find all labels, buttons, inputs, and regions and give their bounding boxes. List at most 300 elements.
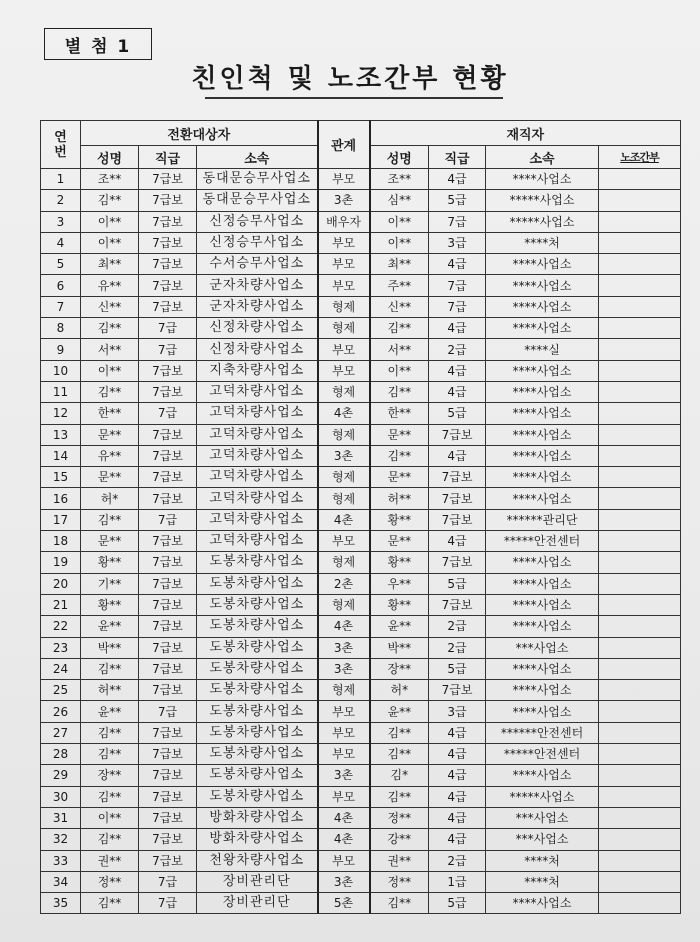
union-officer — [599, 680, 681, 701]
transfer-dept: 수서승무사업소 — [197, 254, 318, 275]
employee-dept: ****사업소 — [486, 275, 599, 296]
employee-rank: 3급 — [429, 701, 486, 722]
union-officer — [599, 871, 681, 892]
transfer-dept: 도봉차량사업소 — [197, 786, 318, 807]
employee-dept: ****사업소 — [486, 360, 599, 381]
employee-dept: ****사업소 — [486, 467, 599, 488]
employee-dept: ****사업소 — [486, 616, 599, 637]
row-number: 29 — [41, 765, 81, 786]
employee-name: 심** — [370, 190, 429, 211]
employee-rank: 7급보 — [429, 594, 486, 615]
union-officer — [599, 765, 681, 786]
table-row — [41, 275, 681, 296]
employee-rank: 5급 — [429, 573, 486, 594]
table-row — [41, 893, 681, 914]
relation: 4촌 — [318, 403, 370, 424]
row-number: 4 — [41, 232, 81, 253]
union-officer — [599, 339, 681, 360]
transfer-name: 김** — [81, 509, 139, 530]
transfer-name: 황** — [81, 552, 139, 573]
employee-name: 윤** — [370, 616, 429, 637]
transfer-name: 이** — [81, 360, 139, 381]
table-row — [41, 360, 681, 381]
union-officer — [599, 275, 681, 296]
transfer-dept: 장비관리단 — [197, 893, 318, 914]
union-officer — [599, 786, 681, 807]
employee-name: 서** — [370, 339, 429, 360]
table-row — [41, 381, 681, 402]
employee-dept: ***사업소 — [486, 829, 599, 850]
row-number: 2 — [41, 190, 81, 211]
transfer-name: 장** — [81, 765, 139, 786]
transfer-name: 김** — [81, 893, 139, 914]
employee-name: 권** — [370, 850, 429, 871]
employee-rank: 4급 — [429, 807, 486, 828]
employee-rank: 7급보 — [429, 488, 486, 509]
transfer-name: 김** — [81, 318, 139, 339]
transfer-rank: 7급보 — [139, 424, 197, 445]
transfer-rank: 7급보 — [139, 680, 197, 701]
row-number: 27 — [41, 722, 81, 743]
employee-rank: 4급 — [429, 254, 486, 275]
row-number: 22 — [41, 616, 81, 637]
row-number: 13 — [41, 424, 81, 445]
employee-dept: ******관리단 — [486, 509, 599, 530]
transfer-rank: 7급보 — [139, 765, 197, 786]
transfer-rank: 7급 — [139, 701, 197, 722]
employee-rank: 2급 — [429, 339, 486, 360]
transfer-rank: 7급 — [139, 871, 197, 892]
transfer-rank: 7급보 — [139, 296, 197, 317]
row-number: 31 — [41, 807, 81, 828]
union-officer — [599, 403, 681, 424]
table-row — [41, 573, 681, 594]
employee-dept: ****사업소 — [486, 296, 599, 317]
row-number: 35 — [41, 893, 81, 914]
union-officer — [599, 701, 681, 722]
relation: 부모 — [318, 722, 370, 743]
table-row — [41, 637, 681, 658]
transfer-name: 이** — [81, 232, 139, 253]
relation: 3촌 — [318, 445, 370, 466]
transfer-name: 김** — [81, 786, 139, 807]
transfer-rank: 7급 — [139, 318, 197, 339]
union-officer — [599, 594, 681, 615]
transfer-name: 김** — [81, 722, 139, 743]
transfer-rank: 7급보 — [139, 211, 197, 232]
employee-name: 김** — [370, 381, 429, 402]
employee-rank: 7급보 — [429, 680, 486, 701]
relation: 3촌 — [318, 190, 370, 211]
table-row — [41, 424, 681, 445]
employee-dept: ****처 — [486, 232, 599, 253]
relation: 4촌 — [318, 807, 370, 828]
employee-name: 한** — [370, 403, 429, 424]
row-number: 15 — [41, 467, 81, 488]
employee-name: 김** — [370, 445, 429, 466]
table-row — [41, 531, 681, 552]
header-transfer-group: 전환대상자 — [81, 121, 318, 146]
relation: 부모 — [318, 786, 370, 807]
transfer-name: 윤** — [81, 616, 139, 637]
employee-dept: ****실 — [486, 339, 599, 360]
union-officer — [599, 893, 681, 914]
relation: 부모 — [318, 339, 370, 360]
relation: 부모 — [318, 701, 370, 722]
relation: 부모 — [318, 169, 370, 190]
transfer-rank: 7급보 — [139, 381, 197, 402]
employee-dept: ******안전센터 — [486, 722, 599, 743]
row-number: 20 — [41, 573, 81, 594]
employee-dept: ****사업소 — [486, 701, 599, 722]
employee-dept: ****사업소 — [486, 765, 599, 786]
transfer-name: 박** — [81, 637, 139, 658]
employee-dept: *****안전센터 — [486, 531, 599, 552]
employee-name: 조** — [370, 169, 429, 190]
transfer-rank: 7급보 — [139, 552, 197, 573]
table-row — [41, 871, 681, 892]
transfer-name: 허** — [81, 680, 139, 701]
employee-name: 주** — [370, 275, 429, 296]
header-relation: 관계 — [318, 121, 370, 169]
transfer-rank: 7급보 — [139, 232, 197, 253]
union-officer — [599, 296, 681, 317]
employee-name: 문** — [370, 424, 429, 445]
union-officer — [599, 424, 681, 445]
employee-name: 이** — [370, 360, 429, 381]
row-number: 12 — [41, 403, 81, 424]
table-row — [41, 658, 681, 679]
transfer-name: 기** — [81, 573, 139, 594]
table-row — [41, 254, 681, 275]
transfer-name: 김** — [81, 829, 139, 850]
relation: 5촌 — [318, 893, 370, 914]
table-row — [41, 786, 681, 807]
employee-rank: 7급 — [429, 296, 486, 317]
transfer-dept: 도봉차량사업소 — [197, 722, 318, 743]
transfer-dept: 군자차량사업소 — [197, 275, 318, 296]
employee-rank: 5급 — [429, 190, 486, 211]
employee-dept: ****사업소 — [486, 445, 599, 466]
employee-dept: ****사업소 — [486, 169, 599, 190]
row-number: 1 — [41, 169, 81, 190]
employee-rank: 2급 — [429, 616, 486, 637]
row-number: 17 — [41, 509, 81, 530]
employee-rank: 2급 — [429, 637, 486, 658]
row-number: 28 — [41, 744, 81, 765]
relation: 4촌 — [318, 829, 370, 850]
employee-name: 장** — [370, 658, 429, 679]
union-officer — [599, 360, 681, 381]
relation: 부모 — [318, 360, 370, 381]
transfer-name: 이** — [81, 807, 139, 828]
row-number: 16 — [41, 488, 81, 509]
transfer-dept: 지축차량사업소 — [197, 360, 318, 381]
transfer-name: 유** — [81, 445, 139, 466]
employee-dept: ****처 — [486, 871, 599, 892]
row-number: 11 — [41, 381, 81, 402]
relation: 3촌 — [318, 658, 370, 679]
row-number: 14 — [41, 445, 81, 466]
page-title: 친인척 및 노조간부 현황 — [191, 64, 509, 94]
relation: 형제 — [318, 296, 370, 317]
relation: 부모 — [318, 232, 370, 253]
transfer-name: 문** — [81, 531, 139, 552]
employee-rank: 7급보 — [429, 509, 486, 530]
union-officer — [599, 254, 681, 275]
header-emp-name: 성명 — [370, 146, 429, 169]
relation: 형제 — [318, 467, 370, 488]
row-number: 19 — [41, 552, 81, 573]
row-number: 7 — [41, 296, 81, 317]
union-officer — [599, 488, 681, 509]
transfer-dept: 고덕차량사업소 — [197, 424, 318, 445]
table-row — [41, 296, 681, 317]
employee-name: 김** — [370, 722, 429, 743]
transfer-rank: 7급보 — [139, 658, 197, 679]
union-officer — [599, 807, 681, 828]
employee-rank: 4급 — [429, 360, 486, 381]
transfer-rank: 7급보 — [139, 850, 197, 871]
table-row — [41, 232, 681, 253]
table-row — [41, 488, 681, 509]
transfer-name: 윤** — [81, 701, 139, 722]
row-number: 24 — [41, 658, 81, 679]
transfer-name: 이** — [81, 211, 139, 232]
row-number: 21 — [41, 594, 81, 615]
transfer-dept: 도봉차량사업소 — [197, 765, 318, 786]
union-officer — [599, 552, 681, 573]
employee-dept: ****사업소 — [486, 552, 599, 573]
relation: 부모 — [318, 254, 370, 275]
row-number: 25 — [41, 680, 81, 701]
employee-dept: *****사업소 — [486, 190, 599, 211]
union-officer — [599, 190, 681, 211]
employee-rank: 7급보 — [429, 552, 486, 573]
employee-rank: 5급 — [429, 403, 486, 424]
employee-name: 김** — [370, 318, 429, 339]
employee-name: 박** — [370, 637, 429, 658]
employee-name: 정** — [370, 871, 429, 892]
transfer-dept: 도봉차량사업소 — [197, 552, 318, 573]
table-row — [41, 467, 681, 488]
transfer-dept: 고덕차량사업소 — [197, 445, 318, 466]
transfer-rank: 7급보 — [139, 744, 197, 765]
employee-name: 문** — [370, 531, 429, 552]
table-row — [41, 807, 681, 828]
employee-dept: ****사업소 — [486, 381, 599, 402]
transfer-rank: 7급보 — [139, 807, 197, 828]
union-officer — [599, 744, 681, 765]
employee-name: 정** — [370, 807, 429, 828]
transfer-dept: 신정승무사업소 — [197, 211, 318, 232]
row-number: 9 — [41, 339, 81, 360]
transfer-name: 문** — [81, 467, 139, 488]
transfer-dept: 천왕차량사업소 — [197, 850, 318, 871]
transfer-rank: 7급보 — [139, 275, 197, 296]
table-row — [41, 616, 681, 637]
header-emp-rank: 직급 — [429, 146, 486, 169]
employee-name: 최** — [370, 254, 429, 275]
union-officer — [599, 573, 681, 594]
row-number: 30 — [41, 786, 81, 807]
union-officer — [599, 211, 681, 232]
union-officer — [599, 445, 681, 466]
relation: 4촌 — [318, 509, 370, 530]
table-row — [41, 445, 681, 466]
transfer-dept: 고덕차량사업소 — [197, 467, 318, 488]
transfer-name: 김** — [81, 190, 139, 211]
transfer-rank: 7급보 — [139, 169, 197, 190]
transfer-name: 최** — [81, 254, 139, 275]
union-officer — [599, 658, 681, 679]
employee-name: 김** — [370, 744, 429, 765]
employee-dept: ****사업소 — [486, 424, 599, 445]
transfer-dept: 군자차량사업소 — [197, 296, 318, 317]
transfer-dept: 고덕차량사업소 — [197, 403, 318, 424]
relation: 4촌 — [318, 616, 370, 637]
transfer-dept: 방화차량사업소 — [197, 807, 318, 828]
employee-name: 윤** — [370, 701, 429, 722]
row-number: 5 — [41, 254, 81, 275]
employee-rank: 4급 — [429, 318, 486, 339]
employee-rank: 7급 — [429, 275, 486, 296]
transfer-name: 서** — [81, 339, 139, 360]
employee-name: 김** — [370, 893, 429, 914]
row-number: 33 — [41, 850, 81, 871]
table-body — [41, 169, 681, 914]
table-row — [41, 744, 681, 765]
employee-rank: 4급 — [429, 744, 486, 765]
transfer-name: 허* — [81, 488, 139, 509]
table-row — [41, 680, 681, 701]
employee-dept: *****안전센터 — [486, 744, 599, 765]
employee-dept: ****사업소 — [486, 488, 599, 509]
relation: 형제 — [318, 488, 370, 509]
transfer-dept: 고덕차량사업소 — [197, 509, 318, 530]
relation: 2촌 — [318, 573, 370, 594]
table-row — [41, 594, 681, 615]
header-emp-dept: 소속 — [486, 146, 599, 169]
employee-name: 황** — [370, 594, 429, 615]
employee-rank: 4급 — [429, 169, 486, 190]
table-row — [41, 509, 681, 530]
relation: 부모 — [318, 850, 370, 871]
employee-rank: 4급 — [429, 722, 486, 743]
union-officer — [599, 637, 681, 658]
employee-name: 문** — [370, 467, 429, 488]
title-underline — [205, 97, 503, 99]
transfer-name: 유** — [81, 275, 139, 296]
relation: 3촌 — [318, 765, 370, 786]
employee-dept: ***사업소 — [486, 807, 599, 828]
employee-rank: 4급 — [429, 531, 486, 552]
table-row — [41, 339, 681, 360]
transfer-dept: 신정승무사업소 — [197, 232, 318, 253]
relation: 형제 — [318, 594, 370, 615]
transfer-dept: 신정차량사업소 — [197, 339, 318, 360]
table-row — [41, 850, 681, 871]
row-number: 26 — [41, 701, 81, 722]
table-row — [41, 829, 681, 850]
row-number: 8 — [41, 318, 81, 339]
transfer-dept: 장비관리단 — [197, 871, 318, 892]
employee-rank: 4급 — [429, 381, 486, 402]
employee-name: 우** — [370, 573, 429, 594]
union-officer — [599, 318, 681, 339]
transfer-name: 황** — [81, 594, 139, 615]
row-number: 18 — [41, 531, 81, 552]
transfer-rank: 7급보 — [139, 254, 197, 275]
header-union — [599, 146, 681, 169]
transfer-rank: 7급보 — [139, 467, 197, 488]
employee-rank: 4급 — [429, 445, 486, 466]
employee-dept: ****사업소 — [486, 893, 599, 914]
transfer-rank: 7급보 — [139, 722, 197, 743]
table-row — [41, 169, 681, 190]
employee-dept: ***사업소 — [486, 637, 599, 658]
employee-rank: 1급 — [429, 871, 486, 892]
union-officer — [599, 509, 681, 530]
employee-dept: ****처 — [486, 850, 599, 871]
employee-rank: 7급 — [429, 211, 486, 232]
employee-name: 김* — [370, 765, 429, 786]
relation: 배우자 — [318, 211, 370, 232]
employee-name: 황** — [370, 509, 429, 530]
transfer-dept: 신정차량사업소 — [197, 318, 318, 339]
table-row — [41, 190, 681, 211]
relation: 부모 — [318, 744, 370, 765]
relation: 3촌 — [318, 871, 370, 892]
employee-name: 황** — [370, 552, 429, 573]
row-number: 6 — [41, 275, 81, 296]
relatives-table — [40, 120, 681, 914]
union-officer — [599, 616, 681, 637]
transfer-name: 김** — [81, 381, 139, 402]
union-officer — [599, 232, 681, 253]
employee-name: 허** — [370, 488, 429, 509]
transfer-dept: 동대문승무사업소 — [197, 169, 318, 190]
transfer-rank: 7급 — [139, 403, 197, 424]
union-officer — [599, 722, 681, 743]
transfer-dept: 도봉차량사업소 — [197, 744, 318, 765]
transfer-rank: 7급보 — [139, 616, 197, 637]
transfer-dept: 도봉차량사업소 — [197, 594, 318, 615]
employee-dept: ****사업소 — [486, 680, 599, 701]
employee-dept: *****사업소 — [486, 211, 599, 232]
transfer-name: 문** — [81, 424, 139, 445]
transfer-name: 김** — [81, 744, 139, 765]
transfer-dept: 동대문승무사업소 — [197, 190, 318, 211]
relation: 부모 — [318, 531, 370, 552]
employee-rank: 5급 — [429, 658, 486, 679]
attachment-label: 별 첨 1 — [44, 28, 152, 60]
transfer-rank: 7급보 — [139, 531, 197, 552]
header-name: 성명 — [81, 146, 139, 169]
employee-dept: ****사업소 — [486, 403, 599, 424]
transfer-name: 조** — [81, 169, 139, 190]
header-no: 연 번 — [41, 121, 81, 169]
row-number: 3 — [41, 211, 81, 232]
relation: 부모 — [318, 275, 370, 296]
transfer-name: 권** — [81, 850, 139, 871]
relation: 형제 — [318, 552, 370, 573]
employee-dept: ****사업소 — [486, 573, 599, 594]
header-rank: 직급 — [139, 146, 197, 169]
union-officer — [599, 169, 681, 190]
table-row — [41, 403, 681, 424]
employee-rank: 4급 — [429, 765, 486, 786]
